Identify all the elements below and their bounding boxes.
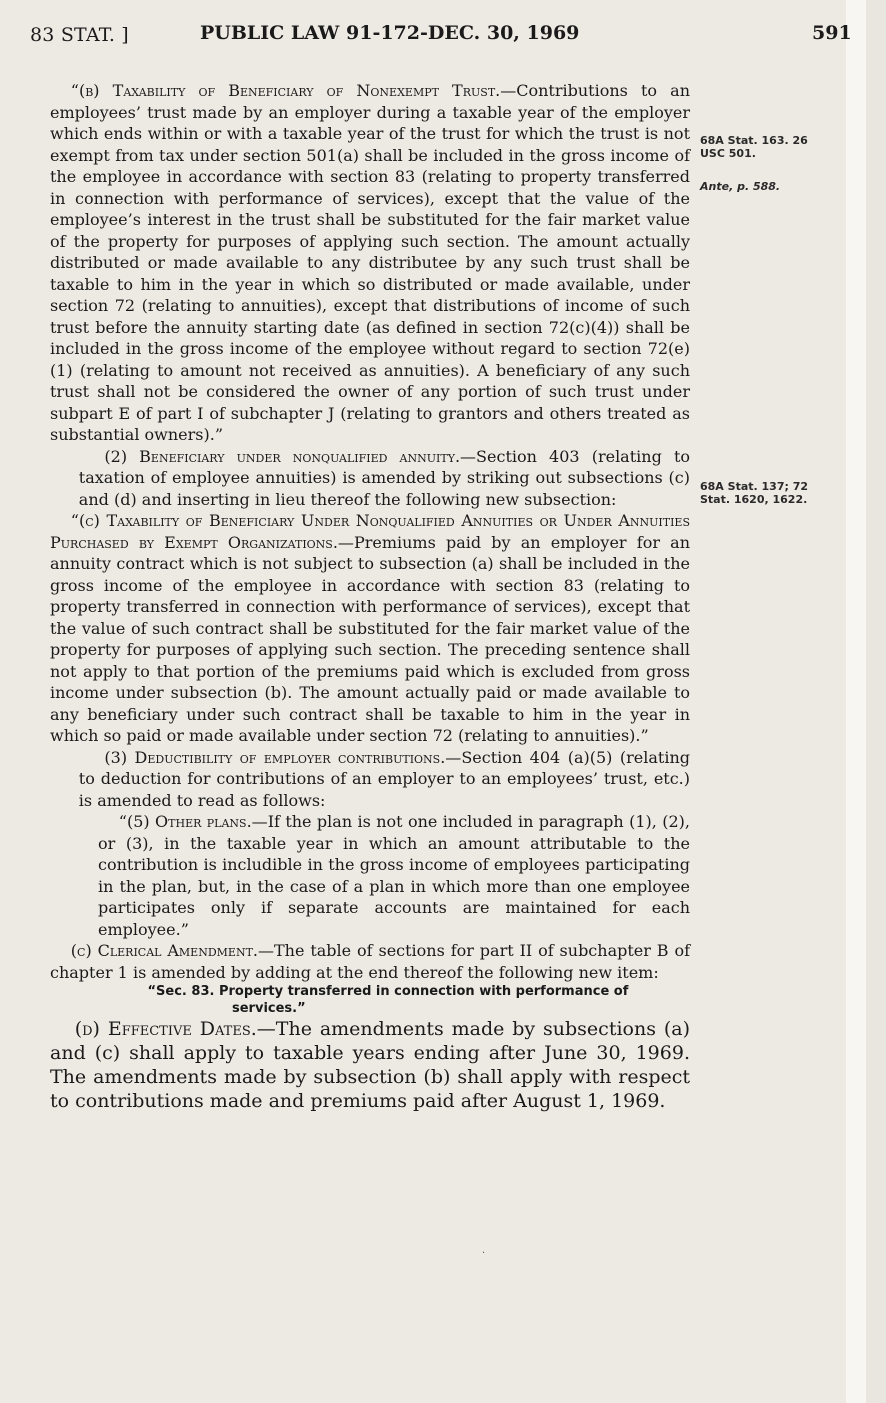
paragraph-clerical-heading: (c) Clerical Amendment.—: [70, 941, 274, 960]
paragraph-clerical-text: The table of sections for part II of subchapter B of chapter 1 is amended by adding at the end thereof the following new item:: [50, 941, 690, 982]
page-title: PUBLIC LAW 91-172-DEC. 30, 1969: [200, 22, 580, 44]
paragraph-5-text: If the plan is not one included in paragraph (1), (2), or (3), in the taxable year in which an amount attributable to the contribution is includible in the gross income of employees participating in the plan, but, in the case of a plan in which more than one employee participates only if separate accounts are maintained for each employee.”: [98, 812, 690, 939]
table-of-sections-item: [50, 983, 690, 1017]
paragraph-c-text: Premiums paid by an employer for an annuity contract which is not subject to subsection (a) shall be included in the gross income of the employee in accordance with section 83 (relating to property transferred in connection with performance of services), except that the value of such contract shall be substituted for the fair market value of the property for purposes of applying such section. The preceding sentence shall not apply to that portion of the premiums paid which is excluded from gross income under subsection (b). The amount actually paid or made available to any beneficiary under such contract shall be taxable to him in the year in which so paid or made available under section 72 (relating to annuities).”: [50, 532, 690, 745]
paragraph-c: [50, 510, 690, 747]
footer-mark: ·: [482, 1248, 486, 1259]
margin-note-citation-2: 68A Stat. 137; 72 Stat. 1620, 1622.: [700, 480, 809, 506]
margin-note-ante-text: Ante, p. 588.: [700, 180, 781, 193]
paragraph-2-text: Section 403 (relating to taxation of employee annuities) is amended by striking out subsections (c) and (d) and inserting in lieu thereof the following new subsection:: [78, 446, 691, 509]
paragraph-3-text: Section 404 (a)(5) (relating to deduction for contributions of an employer to an employees’ trust, etc.) is amended to read as follows:: [78, 747, 690, 810]
paragraph-2-heading: (2) Beneficiary under nonqualified annuity.—: [104, 446, 477, 466]
statute-reference: 83 STAT. ]: [30, 24, 129, 46]
paragraph-3: [50, 747, 690, 812]
margin-note-citation-1: 68A Stat. 163. 26 USC 501.: [700, 134, 808, 160]
paragraph-5-heading: “(5) Other plans.—: [118, 812, 268, 831]
paragraph-2: [50, 446, 690, 511]
paragraph-3-heading: (3) Deductibility of employer contributions.—: [104, 747, 462, 767]
paragraph-d: [50, 1017, 690, 1113]
paragraph-d-text: The amendments made by subsections (a) and (c) shall apply to taxable years ending after June 30, 1969. The amendments made by subsection (b) shall apply with respect to contributions made and premiums paid after August 1, 1969.: [50, 1018, 691, 1112]
paragraph-d-heading: (d) Effective Dates.—: [74, 1018, 276, 1040]
paragraph-5: [50, 811, 690, 940]
paragraph-clerical: [50, 940, 690, 983]
page-number: 591: [812, 22, 852, 44]
item-line-1: “Sec. 83. Property transferred in connection with performance of: [147, 984, 629, 999]
margin-note-ante: [700, 180, 780, 193]
paragraph-b-text: Contributions to an employees’ trust made by an employer during a taxable year of the employer which ends within or with a taxable year of the trust for which the trust is not exempt from tax under section 501(a) shall be included in the gross income of the employee in accordance with section 83 (relating to property transferred in connection with performance of services), except that the value of the employee’s interest in the trust shall be substituted for the fair market value of the property for purposes of applying such section. The amount actually distributed or made available to any distributee by any such trust shall be taxable to him in the year in which so distributed or made available, under section 72 (relating to annuities), except that distributions of income of such trust before the annuity starting date (as defined in section 72(c)(4)) shall be included in the gross income of the employee without regard to section 72(e)(1) (relating to amount not received as annuities). A beneficiary of any such trust shall not be considered the owner of any portion of such trust under subpart E of part I of subchapter J (relating to grantors and others treated as substantial owners).”: [50, 81, 690, 444]
document-body: [50, 80, 690, 1113]
paragraph-b-heading: “(b) Taxability of Beneficiary of Nonexempt Trust.—: [70, 81, 517, 100]
item-line-2: services.”: [232, 1001, 306, 1016]
page-edge: [846, 0, 866, 1403]
paragraph-b: [50, 80, 690, 446]
paragraph-c-heading: “(c) Taxability of Beneficiary Under Nonqualified Annuities or Under Annuities Purchased by Exempt Organizations.—: [50, 511, 690, 552]
